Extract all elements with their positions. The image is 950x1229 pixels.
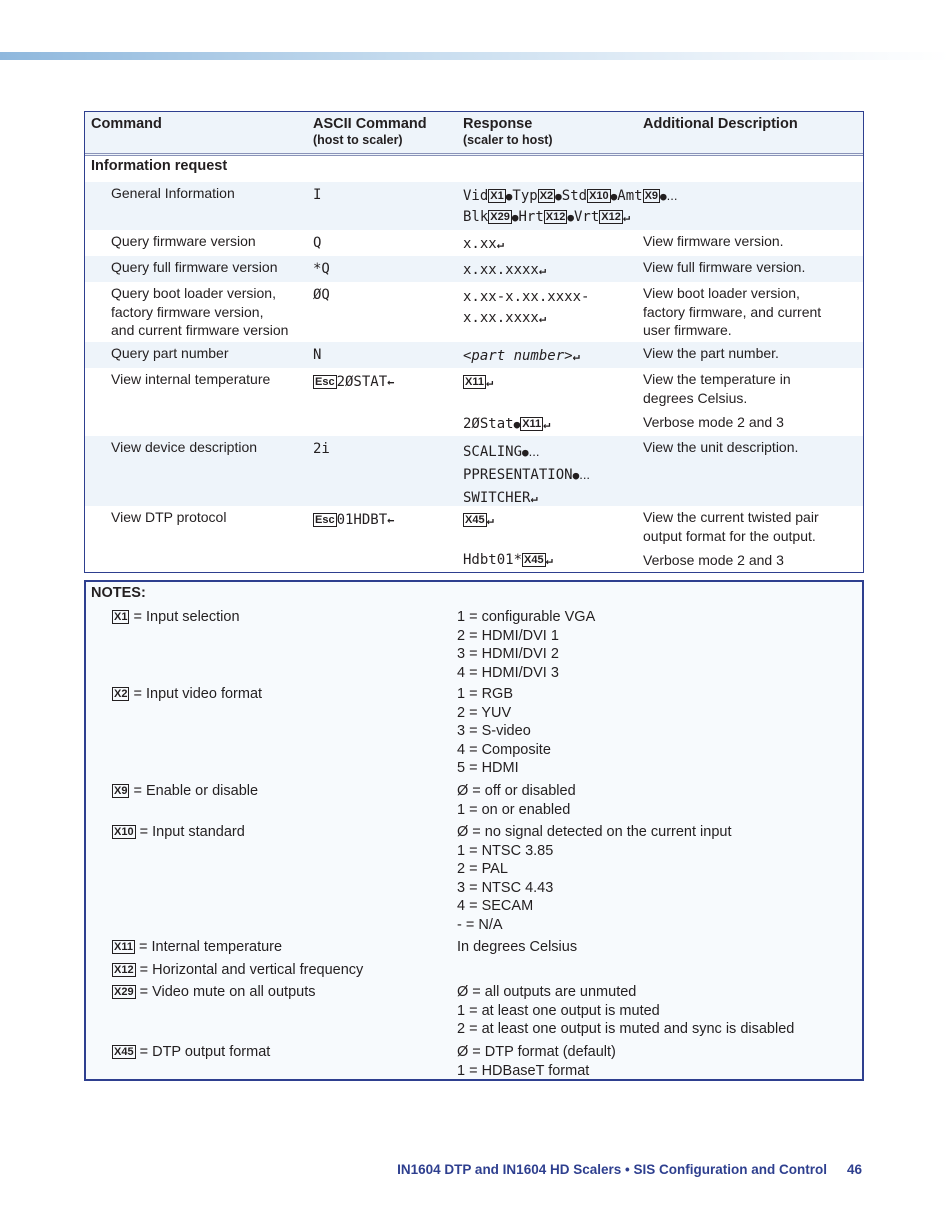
- table-row: View DTP protocol Esc 01HDBT← X45 ↵ View the current twisted pair output format for the output. Hdbt01* X45 ↵ Verbose mode 2 and 3: [111, 509, 819, 568]
- table-header: [85, 112, 863, 156]
- table-row: General Information I Vid X1 ●Typ X2 ●Std X10 ●Amt X9 ●... Blk X29 ●Hrt X12 ●Vrt X12 ↵: [85, 182, 863, 230]
- top-accent-bar: [0, 52, 950, 60]
- arrow-icon: ←: [387, 375, 395, 389]
- note-x9: X9 = Enable or disable: [114, 783, 259, 799]
- command-table: [84, 111, 864, 573]
- enter-icon: ↵: [572, 349, 580, 363]
- enter-icon: ↵: [538, 311, 547, 325]
- page-footer: [397, 1162, 862, 1177]
- table-row: Query boot loader version, factory firmware version, and current firmware version ØQ x.xx-x.xx.xxxx- x.xx.xxxx↵ View boot loader version, factory firmware, and current user firmware.: [111, 285, 822, 338]
- note-x2: X2 = Input video format: [114, 686, 263, 702]
- footer-title: IN1604 DTP and IN1604 HD Scalers • SIS Configuration and Control: [397, 1162, 827, 1177]
- col-ascii: ASCII Command (host to scaler): [313, 116, 427, 147]
- enter-icon: ↵: [543, 417, 551, 431]
- gi-response-line1: Vid X1 ●Typ X2 ●Std X10 ●Amt X9 ●...: [463, 188, 678, 204]
- note-x1: X1 = Input selection: [114, 609, 240, 625]
- page-number: 46: [846, 1162, 862, 1177]
- enter-icon: ↵: [485, 375, 494, 389]
- note-x45: X45 = DTP output format: [114, 1044, 271, 1060]
- esc-key-icon: Esc: [315, 514, 335, 526]
- notes-title: NOTES:: [91, 585, 146, 601]
- note-x10: X10 = Input standard: [114, 824, 245, 840]
- gi-response-line2: Blk X29 ●Hrt X12 ●Vrt X12 ↵: [463, 209, 631, 225]
- col-description: Additional Description: [643, 116, 798, 132]
- enter-icon: ↵: [622, 210, 631, 224]
- section-title: Information request: [91, 158, 228, 174]
- col-response: Response (scaler to host): [463, 116, 553, 147]
- table-row: Query part number N <part number>↵ View the part number.: [85, 342, 863, 368]
- note-x12: X12 = Horizontal and vertical frequency: [114, 962, 364, 978]
- note-x29: X29 = Video mute on all outputs: [114, 984, 316, 1000]
- col-command: Command: [91, 116, 162, 132]
- enter-icon: ↵: [486, 513, 494, 527]
- table-row: View internal temperature Esc 2ØSTAT← X11 ↵ View the temperature in degrees Celsius. 2ØStat● X11 ↵ Verbose mode 2 and 3: [111, 371, 791, 432]
- notes-box: NOTES: X1 = Input selection 1 = configurable VGA 2 = HDMI/DVI 1 3 = HDMI/DVI 2 4 = HDMI/DVI 3 X2 = Input video format 1 = RGB 2 = YUV 3 = S-video 4 = Composite 5 = HDMI X9 = Enable or disable Ø = off or disabled 1 = on or enabled X10 = Input standard Ø = no signal detected on the current input 1 = NTSC 3.85 2 = PAL 3 = NTSC 4.43 4 = SECAM - = N/A X11 = Internal temperature In degrees Celsius X12 = Horizontal and vertical frequency X29 = Video mute on all outputs Ø = all outputs are unmuted 1 = at least one output is muted 2 = at least one output is muted and sync is disabled X45 = DTP output format Ø = DTP format (default) 1 = HDBaseT format: [84, 580, 864, 1081]
- enter-icon: ↵: [530, 491, 538, 505]
- table-row: Query firmware version Q x.xx↵ View firmware version.: [111, 233, 784, 252]
- enter-icon: ↵: [538, 263, 547, 277]
- arrow-icon: ←: [387, 513, 395, 527]
- esc-key-icon: Esc: [315, 376, 335, 388]
- note-x11: X11 = Internal temperature: [114, 939, 283, 955]
- table-row: Query full firmware version *Q x.xx.xxxx↵ View full firmware version.: [85, 256, 863, 282]
- enter-icon: ↵: [545, 553, 553, 567]
- enter-icon: ↵: [496, 237, 504, 251]
- table-row: View device description 2i SCALING●... PPRESENTATION●... SWITCHER↵ View the unit description.: [85, 436, 863, 506]
